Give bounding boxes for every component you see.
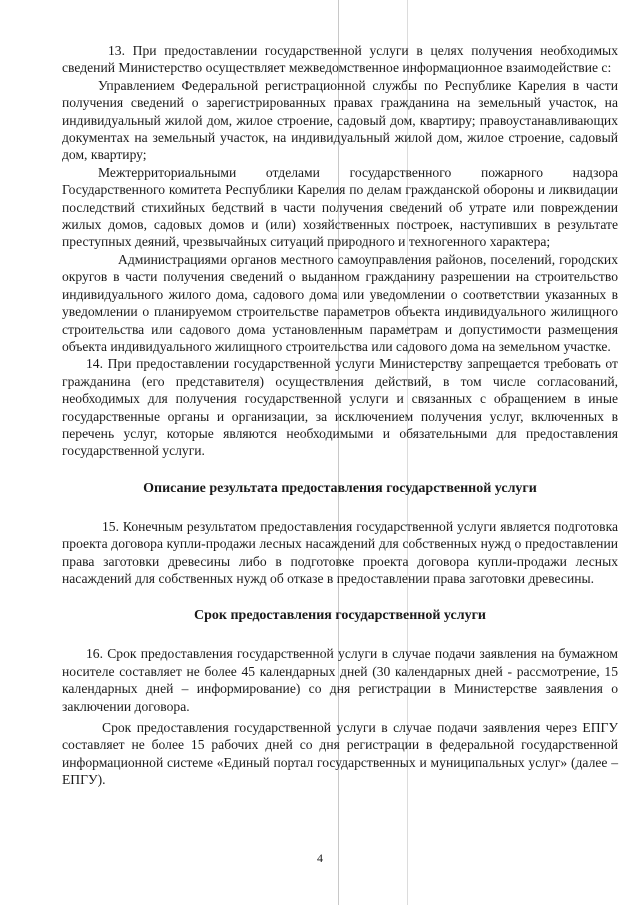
heading-result: Описание результата предоставления государственной услуги — [143, 480, 537, 496]
paragraph-14: 14. При предоставлении государственной услуги Министерству запрещается требовать от гражданина (его представителя) осуществления действий, в том числе согласований, необходимых для получения государственной услуги и связанных с обращением в иные государственные органы и организации, за исключением получения услуг, включенных в перечень услуг, которые являются необходимыми и обязательными для предоставления государственной услуги. — [62, 356, 618, 459]
paragraph-16: 16. Срок предоставления государственной услуги в случае подачи заявления на бумажном носителе составляет не более 45 календарных дней (30 календарных дней - рассмотрение, 15 календарных дней – информирование) со дня регистрации в Министерстве заявления о заключении договора. — [62, 646, 618, 714]
document-body — [62, 42, 618, 789]
paragraph-13-registration-service: Управлением Федеральной регистрационной службы по Республике Карелия в части получения сведений о зарегистрированных правах гражданина на земельный участок, на индивидуальный жилой дом, жилое строение, садовый дом, квартиру; правоустанавливающих документах на земельный участок, на индивидуальный жилой дом, жилое строение, садовый дом, квартиру; — [62, 77, 618, 163]
page-number: 4 — [317, 851, 323, 865]
heading-term: Срок предоставления государственной услуги — [194, 608, 486, 624]
paragraph-15: 15. Конечным результатом предоставления государственной услуги является подготовка проекта договора купли-продажи лесных насаждений для собственных нужд о предоставлении права заготовки древесины либо в подготовке проекта договора купли-продажи лесных насаждений для собственных нужд об отказе в предоставлении права заготовки древесины. — [62, 518, 618, 586]
paragraph-13: 13. При предоставлении государственной услуги в целях получения необходимых сведений Министерство осуществляет межведомственное информационное взаимодействие с: — [62, 43, 618, 76]
paragraph-16-epgu: Срок предоставления государственной услуги в случае подачи заявления через ЕПГУ составляет не более 15 рабочих дней со дня регистрации в федеральной государственной информационной системе «Единый портал государственных и муниципальных услуг» (далее – ЕПГУ). — [62, 720, 618, 788]
paragraph-13-local-administrations: Администрациями органов местного самоуправления районов, поселений, городских округов в части получения сведений о выданном гражданину разрешении на строительство индивидуального жилого дома, садового дома или уведомлении о соответствии указанных в уведомлении о планируемом строительстве параметров объекта индивидуального жилищного строительства или садового дома установленным параметрам и допустимости размещения объекта индивидуального жилищного строительства или садового дома на земельном участке. — [62, 251, 618, 354]
paragraph-13-fire-supervision: Межтерриториальными отделами государственного пожарного надзора Государственного комитета Республики Карелия по делам гражданской обороны и ликвидации последствий стихийных бедствий в части получения сведений об утрате или повреждении жилых домов, садовых домов и (или) хозяйственных построек, наступивших в результате преступных деяний, чрезвычайных ситуаций природного и техногенного характера; — [62, 164, 618, 250]
